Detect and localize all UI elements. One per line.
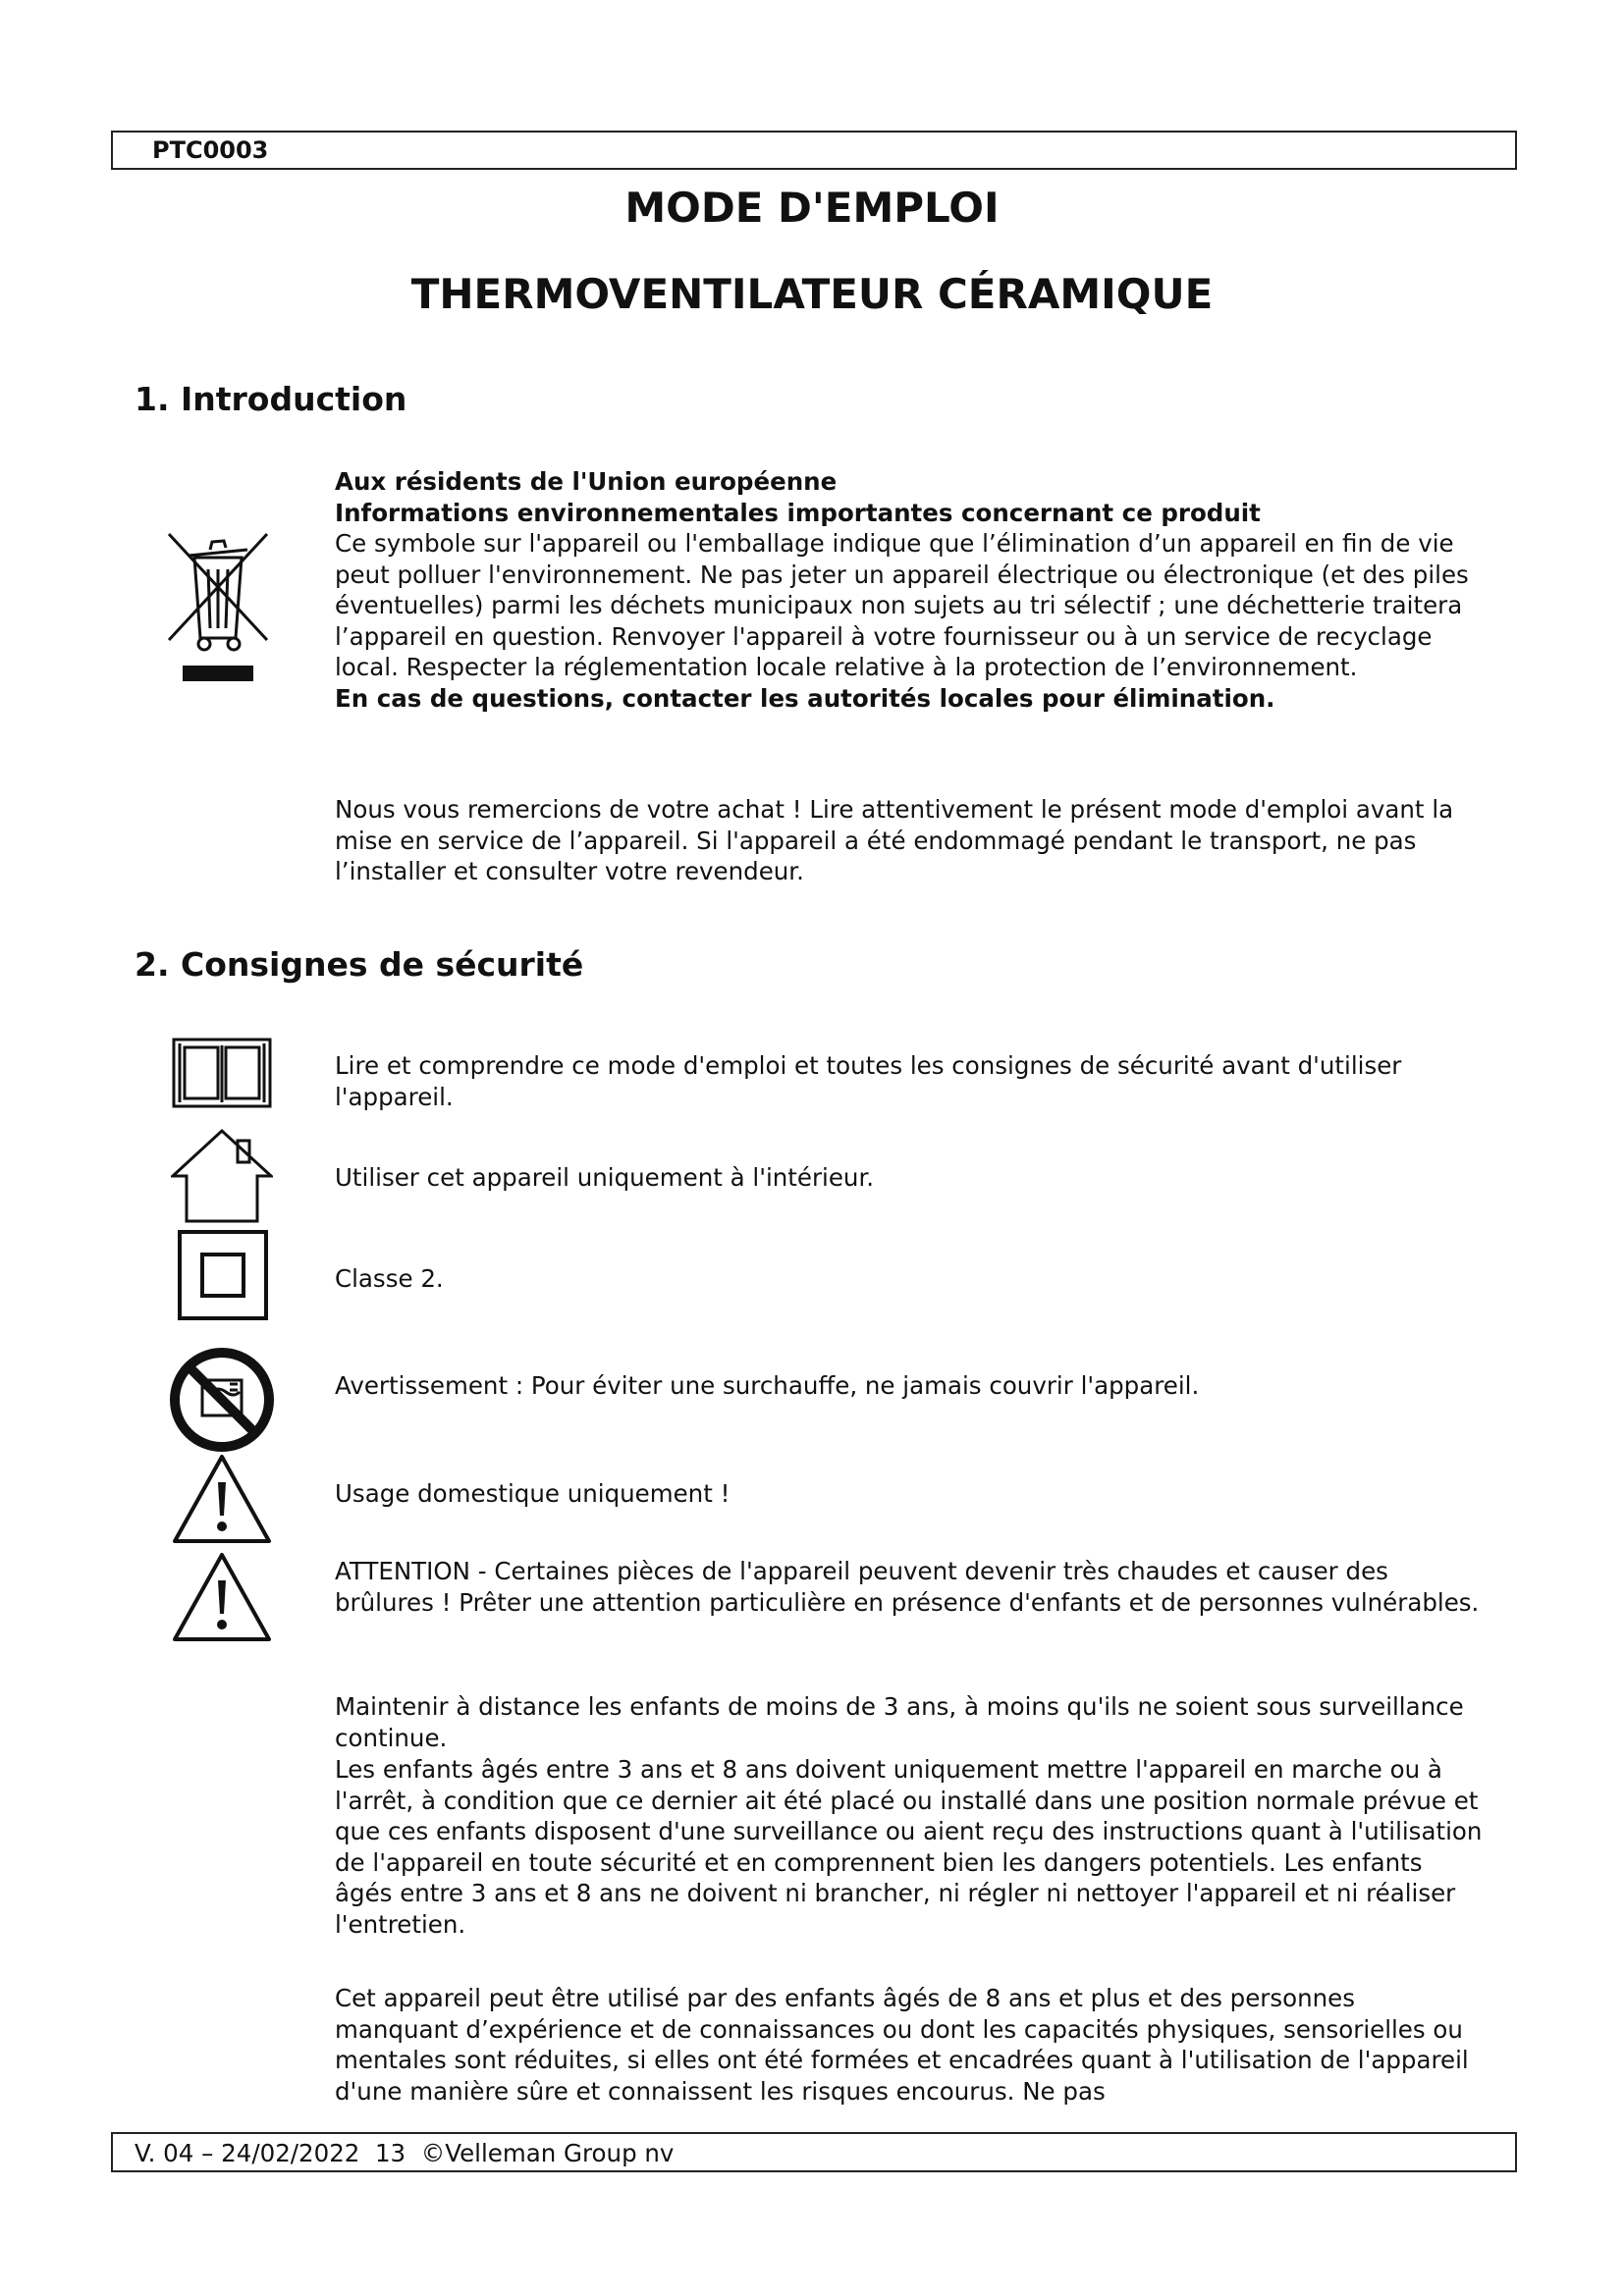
children-under-3-text: Maintenir à distance les enfants de moins de 3 ans, à moins qu'ils ne soient sous surveillance continue.: [335, 1692, 1464, 1752]
domestic-use-text: Usage domestique uniquement !: [335, 1479, 731, 1508]
warning-triangle-icon: [171, 1453, 273, 1545]
weee-subheading-info: Informations environnementales importantes concernant ce produit: [335, 498, 1261, 527]
class-2-double-square-icon: [177, 1229, 269, 1321]
do-not-cover-icon: [169, 1347, 275, 1453]
hot-parts-warning-text: ATTENTION - Certaines pièces de l'appareil peuvent devenir très chaudes et causer des brûlures ! Prêter une attention particulière en présence d'enfants et de personnes vulnérables.: [335, 1557, 1480, 1617]
children-3-to-8-text: Les enfants âgés entre 3 ans et 8 ans doivent uniquement mettre l'appareil en marche ou à l'arrêt, à condition que ce dernier ait été placé ou installé dans une position normale prévue et que ces enfants disposent d'une surveillance ou aient reçu des instructions quant à l'utilisation de l'appareil en toute sécurité et en comprennent bien les dangers potentiels. Les enfants âgés entre 3 ans et 8 ans ne doivent ni brancher, ni régler ni nettoyer l'appareil et ni réaliser l'entretien.: [335, 1755, 1483, 1939]
section-heading-safety: 2. Consignes de sécurité: [135, 945, 584, 984]
product-title: THERMOVENTILATEUR CÉRAMIQUE: [410, 270, 1214, 318]
product-code: PTC0003: [152, 136, 269, 164]
weee-body: Ce symbole sur l'appareil ou l'emballage indique que l’élimination d’un appareil en fin de vie peut polluer l'environnement. Ne pas jeter un appareil électrique ou électronique (et des piles éventuelles) parmi les déchets municipaux non sujets au tri sélectif ; une déchetterie traitera l’appareil en question. Renvoyer l'appareil à votre fournisseur ou à un service de recyclage local. Respecter la réglementation locale relative à la protection de l’environnement.: [335, 529, 1469, 681]
footer-version-page: V. 04 – 24/02/2022 13 ©Velleman Group nv: [135, 2139, 675, 2167]
indoor-use-text: Utiliser cet appareil uniquement à l'intérieur.: [335, 1163, 875, 1192]
weee-contact: En cas de questions, contacter les autorités locales pour élimination.: [335, 683, 1275, 713]
thanks-paragraph: Nous vous remercions de votre achat ! Lire attentivement le présent mode d'emploi avant la mise en service de l’appareil. Si l'appareil a été endommagé pendant le transport, ne pas l’installer et consulter votre revendeur.: [335, 795, 1454, 885]
weee-subheading-eu: Aux résidents de l'Union européenne: [335, 467, 838, 496]
indoor-use-house-icon: [171, 1127, 273, 1225]
section-heading-introduction: 1. Introduction: [135, 380, 407, 418]
weee-crossed-bin-icon: [165, 530, 271, 687]
read-manual-icon: [171, 1036, 273, 1110]
hot-surface-warning-icon: [171, 1551, 273, 1643]
children-8-plus-text: Cet appareil peut être utilisé par des enfants âgés de 8 ans et plus et des personnes manquant d’expérience et de connaissances ou dont les capacités physiques, sensorielles ou mentales sont réduites, si elles ont été formées et encadrées quant à l'utilisation de l'appareil d'une manière sûre et connaissent les risques encourus. Ne pas: [335, 1984, 1469, 2106]
do-not-cover-text: Avertissement : Pour éviter une surchauffe, ne jamais couvrir l'appareil.: [335, 1371, 1200, 1400]
read-manual-text: Lire et comprendre ce mode d'emploi et toutes les consignes de sécurité avant d'utiliser l'appareil.: [335, 1051, 1402, 1111]
class-2-text: Classe 2.: [335, 1264, 444, 1293]
footer-bar: [111, 2132, 1517, 2172]
document-title: MODE D'EMPLOI: [624, 184, 1000, 232]
weee-notice: [335, 466, 1484, 714]
header-bar: [111, 131, 1517, 170]
